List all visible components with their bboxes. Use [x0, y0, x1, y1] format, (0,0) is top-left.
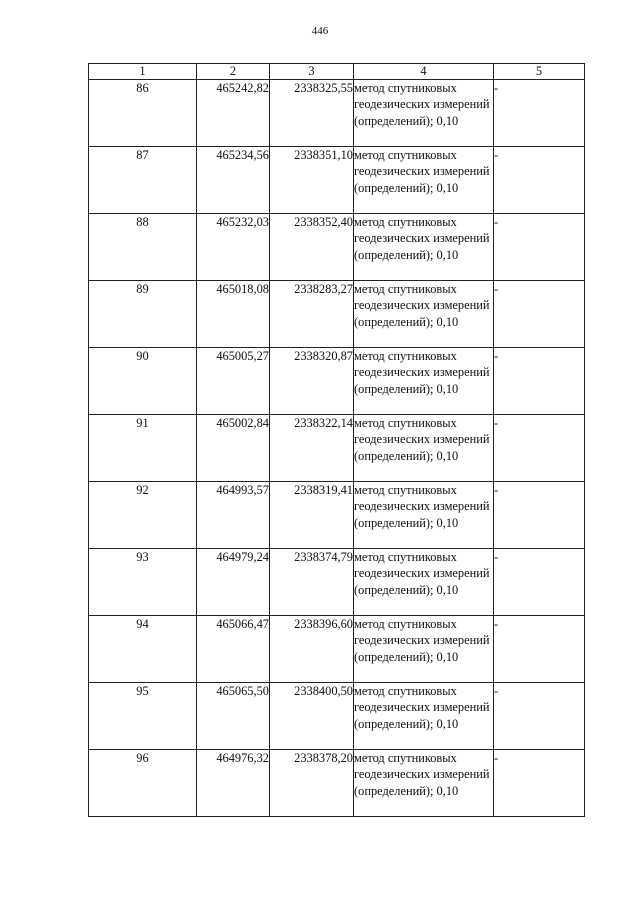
column-header-1: 1	[89, 64, 197, 80]
point-number-cell: 94	[89, 616, 197, 683]
coordinate-y-cell: 2338378,20	[270, 750, 354, 817]
table-row	[89, 348, 585, 415]
coordinate-y-cell: 2338319,41	[270, 482, 354, 549]
point-number-cell: 91	[89, 415, 197, 482]
coordinate-y-cell: 2338351,10	[270, 147, 354, 214]
table-row	[89, 281, 585, 348]
coordinate-x-cell: 465066,47	[197, 616, 270, 683]
method-accuracy-cell: метод спутниковых геодезических измерений (определений); 0,10	[354, 482, 494, 549]
coordinate-x-cell: 464979,24	[197, 549, 270, 616]
coordinate-x-cell: 464976,32	[197, 750, 270, 817]
note-cell: -	[494, 616, 585, 683]
point-number-cell: 86	[89, 80, 197, 147]
coordinate-x-cell: 465242,82	[197, 80, 270, 147]
table-row	[89, 80, 585, 147]
method-accuracy-cell: метод спутниковых геодезических измерений (определений); 0,10	[354, 683, 494, 750]
coordinates-table	[88, 63, 585, 817]
coordinate-x-cell: 465065,50	[197, 683, 270, 750]
coordinate-y-cell: 2338320,87	[270, 348, 354, 415]
method-accuracy-cell: метод спутниковых геодезических измерений (определений); 0,10	[354, 750, 494, 817]
point-number-cell: 87	[89, 147, 197, 214]
note-cell: -	[494, 147, 585, 214]
table-row	[89, 482, 585, 549]
point-number-cell: 89	[89, 281, 197, 348]
page-number: 446	[311, 25, 329, 37]
method-accuracy-cell: метод спутниковых геодезических измерений (определений); 0,10	[354, 281, 494, 348]
header-row	[89, 64, 585, 80]
column-header-3: 3	[270, 64, 354, 80]
coordinate-x-cell: 464993,57	[197, 482, 270, 549]
coordinate-y-cell: 2338322,14	[270, 415, 354, 482]
coordinate-x-cell: 465002,84	[197, 415, 270, 482]
table-row	[89, 750, 585, 817]
point-number-cell: 90	[89, 348, 197, 415]
coordinate-y-cell: 2338283,27	[270, 281, 354, 348]
column-header-4: 4	[354, 64, 494, 80]
table-row	[89, 214, 585, 281]
table-row	[89, 683, 585, 750]
point-number-cell: 92	[89, 482, 197, 549]
table-row	[89, 415, 585, 482]
point-number-cell: 96	[89, 750, 197, 817]
note-cell: -	[494, 80, 585, 147]
point-number-cell: 95	[89, 683, 197, 750]
coordinate-x-cell: 465018,08	[197, 281, 270, 348]
coordinate-y-cell: 2338352,40	[270, 214, 354, 281]
note-cell: -	[494, 750, 585, 817]
point-number-cell: 88	[89, 214, 197, 281]
column-header-2: 2	[197, 64, 270, 80]
table-row	[89, 549, 585, 616]
coordinate-y-cell: 2338374,79	[270, 549, 354, 616]
note-cell: -	[494, 683, 585, 750]
table-row	[89, 147, 585, 214]
method-accuracy-cell: метод спутниковых геодезических измерений (определений); 0,10	[354, 214, 494, 281]
method-accuracy-cell: метод спутниковых геодезических измерений (определений); 0,10	[354, 616, 494, 683]
table-row	[89, 616, 585, 683]
method-accuracy-cell: метод спутниковых геодезических измерений (определений); 0,10	[354, 415, 494, 482]
coordinate-y-cell: 2338396,60	[270, 616, 354, 683]
coordinate-x-cell: 465005,27	[197, 348, 270, 415]
column-header-5: 5	[494, 64, 585, 80]
coordinate-y-cell: 2338400,50	[270, 683, 354, 750]
point-number-cell: 93	[89, 549, 197, 616]
note-cell: -	[494, 549, 585, 616]
note-cell: -	[494, 214, 585, 281]
note-cell: -	[494, 482, 585, 549]
method-accuracy-cell: метод спутниковых геодезических измерений (определений); 0,10	[354, 80, 494, 147]
method-accuracy-cell: метод спутниковых геодезических измерений (определений); 0,10	[354, 348, 494, 415]
note-cell: -	[494, 281, 585, 348]
note-cell: -	[494, 415, 585, 482]
method-accuracy-cell: метод спутниковых геодезических измерений (определений); 0,10	[354, 549, 494, 616]
method-accuracy-cell: метод спутниковых геодезических измерений (определений); 0,10	[354, 147, 494, 214]
note-cell: -	[494, 348, 585, 415]
coordinate-y-cell: 2338325,55	[270, 80, 354, 147]
coordinate-x-cell: 465232,03	[197, 214, 270, 281]
coordinate-x-cell: 465234,56	[197, 147, 270, 214]
